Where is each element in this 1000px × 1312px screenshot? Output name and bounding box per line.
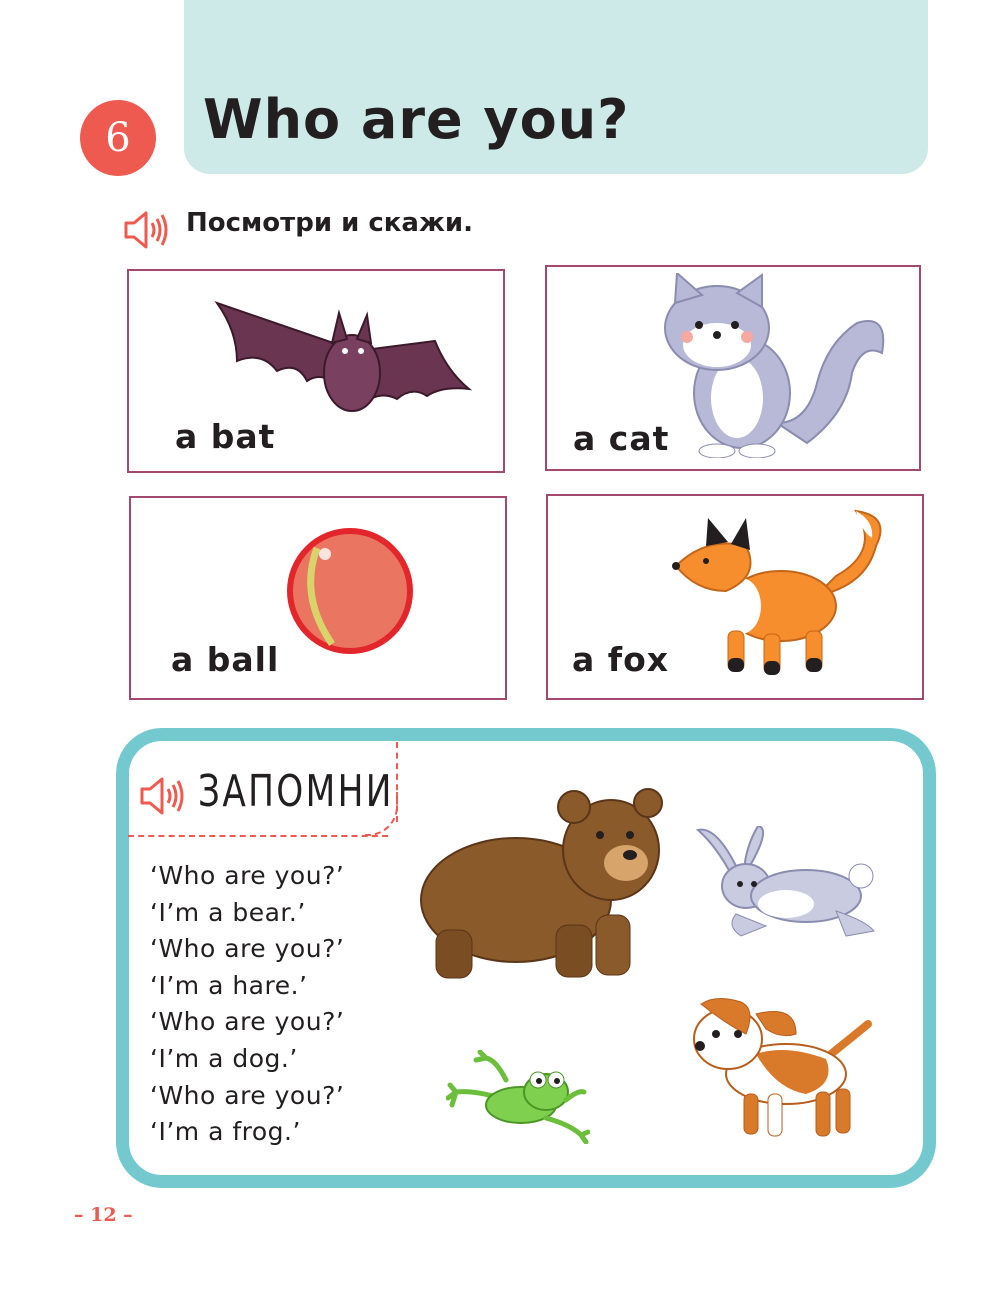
instruction-text: Посмотри и скажи.	[186, 208, 473, 238]
page-number: – 12 –	[74, 1204, 133, 1226]
dialog-line: ‘Who are you?’	[150, 861, 345, 890]
card-word: a cat	[573, 419, 670, 458]
card-word: a ball	[171, 640, 280, 679]
card-fox	[546, 494, 924, 700]
dialog-line: ‘Who are you?’	[150, 1007, 345, 1037]
dog-picture	[686, 994, 872, 1142]
speaker-icon[interactable]	[122, 210, 172, 250]
speaker-icon[interactable]	[138, 776, 188, 816]
dialog-line: ‘I’m a frog.’	[150, 1117, 301, 1147]
cat-picture	[657, 273, 897, 458]
lesson-number: 6	[105, 115, 131, 161]
card-cat	[545, 265, 921, 471]
hare-picture	[696, 826, 882, 940]
bat-picture	[207, 291, 477, 421]
dialog-line: ‘I’m a hare.’	[150, 970, 308, 1000]
dialog-lines	[150, 858, 344, 1151]
card-word: a fox	[572, 640, 670, 679]
dialog-line: ‘Who are you?’	[150, 1080, 345, 1110]
ball-picture	[287, 526, 413, 656]
dialog-line: ‘I’m a dog.’	[150, 1043, 298, 1073]
dialog-line: ‘I’m a bear.’	[150, 897, 306, 927]
card-bat	[127, 269, 505, 473]
frog-picture	[446, 1050, 590, 1144]
card-ball	[129, 496, 507, 700]
bear-picture	[416, 785, 666, 985]
lesson-title: Who are you?	[203, 88, 630, 151]
dashed-divider	[128, 835, 388, 837]
card-word: a bat	[175, 417, 276, 456]
remember-label: ЗАПОМНИ	[198, 766, 394, 817]
lesson-number-badge	[80, 100, 156, 176]
fox-picture	[666, 506, 896, 686]
dialog-line: ‘Who are you?’	[150, 934, 345, 964]
